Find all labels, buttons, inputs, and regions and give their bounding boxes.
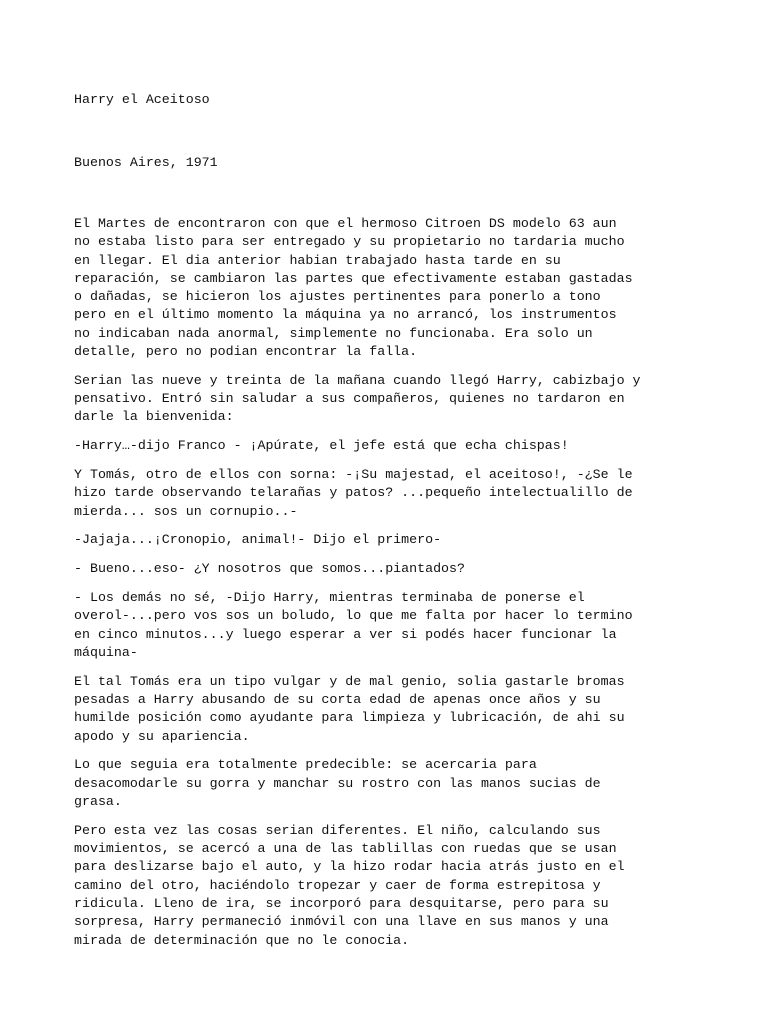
paragraph-10: Pero esta vez las cosas serian diferentes. El niño, calculando sus movimientos, se acercó a una de las tablillas con ruedas que se usan para deslizarse bajo el auto, y la hizo rodar hacia atrás justo en el camino del otro, haciéndolo tropezar y caer de forma estrepitosa y ridicula. Lleno de ira, se incorporó para desquitarse, pero para su sorpresa, Harry permaneció inmóvil con una llave en sus manos y una mirada de determinación que no le conocia. [74,822,625,948]
paragraph-7: - Los demás no sé, -Dijo Harry, mientras terminaba de ponerse el overol-...pero vos sos un boludo, lo que me falta por hacer lo termino en cinco minutos...y luego esperar a ver si podés hacer funcionar la máquina- [74,590,633,660]
place-date-line: Buenos Aires, 1971 [74,155,218,170]
paragraph-2: Serian las nueve y treinta de la mañana cuando llegó Harry, cabizbajo y pensativo. Entró sin saludar a sus compañeros, quienes no tardaron en darle la bienvenida: [74,372,641,425]
paragraph-4: Y Tomás, otro de ellos con sorna: -¡Su majestad, el aceitoso!, -¿Se le hizo tarde observando telarañas y patos? ...pequeño intelectualillo de mierda... sos un cornupio..- [74,467,633,519]
story-body [74,215,714,960]
paragraph-8: El tal Tomás era un tipo vulgar y de mal genio, solia gastarle bromas pesadas a Harry abusando de su corta edad de apenas once años y su humilde posición como ayudante para limpieza y lubricación, de ahi su apodo y su apariencia. [74,673,625,744]
paragraph-5: -Jajaja...¡Cronopio, animal!- Dijo el primero- [74,532,442,548]
paragraph-6: - Bueno...eso- ¿Y nosotros que somos...piantados? [74,561,465,577]
paragraph-3: -Harry…-dijo Franco - ¡Apúrate, el jefe está que echa chispas! [74,438,569,454]
paragraph-1: El Martes de encontraron con que el hermoso Citroen DS modelo 63 aun no estaba listo para ser entregado y su propietario no tardaria mucho en llegar. El dia anterior habian trabajado hasta tarde en su reparación, se cambiaron las partes que efectivamente estaban gastadas o dañadas, se hicieron los ajustes pertinentes para ponerlo a tono pero en el último momento la máquina ya no arrancó, los instrumentos no indicaban nada anormal, simplemente no funcionaba. Era solo un detalle, pero no podian encontrar la falla. [74,216,633,360]
paragraph-9: Lo que seguia era totalmente predecible: se acercaria para desacomodarle su gorra y manchar su rostro con las manos sucias de grasa. [74,757,601,810]
document-title: Harry el Aceitoso [74,92,210,107]
